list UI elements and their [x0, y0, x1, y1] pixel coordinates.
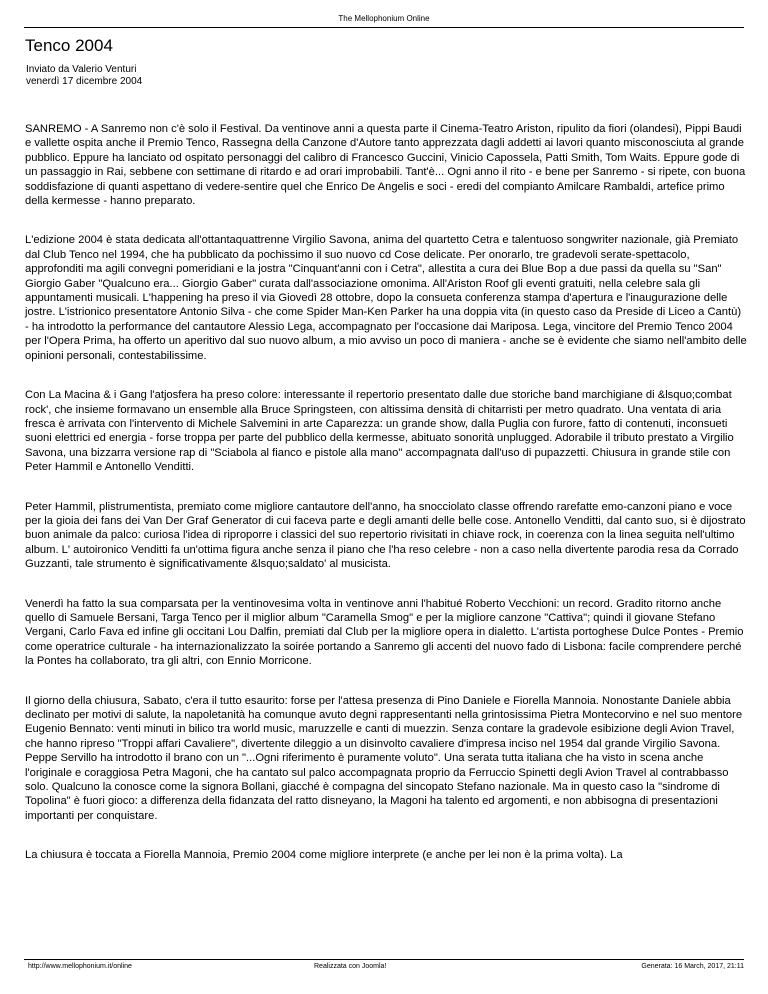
- paragraph: SANREMO - A Sanremo non c'è solo il Festival. Da ventinove anni a questa parte il Cinema-Teatro Ariston, ripulito da fiori (olandesi), Pippi Baudi e vallette ospita anche il Premio Tenco, Rassegna della Canzone d'Autore tanto apprezzata dagli addetti ai lavori quanto misconosciuta al grande pubblico. Eppure ha lanciato od ospitato personaggi del calibro di Francesco Guccini, Vinicio Capossela, Patti Smith, Tom Waits. Eppure gode di un passaggio in Rai, sebbene con settimane di ritardo e ad orari improbabili. Tant'è... Ogni anno il rito - e bene per Sanremo - si ripete, con buona soddisfazione di quanti aspettano di vedere-sentire quel che Enrico De Angelis e soci - eredi del compianto Amilcare Rambaldi, artefice primo della kermesse - hanno preparato.: [25, 123, 746, 208]
- article-title: Tenco 2004: [25, 36, 113, 55]
- page-footer: [24, 959, 744, 970]
- paragraph: Con La Macina & i Gang l'atjosfera ha preso colore: interessante il repertorio presentato dalle due storiche band marchigiane di &lsquo;combat rock', che insieme formavano un ensemble alla Bruce Springsteen, con altissima densità di chitarristi per metro quadrato. Una ventata di aria fresca è arrivata con l'intervento di Michele Salvemini in arte Caparezza: un grande show, dalla Puglia con furore, fatto di contenuti, inconsueti suoni elettrici ed energia - forse troppa per parte del pubblico della kermesse, abituato sonorità unplugged. Adorabile il tributo prestato a Virgilio Savona, una bizzarra versione rap di "Sciabola al fianco e pistole alla mano" accompagnata dall'uso di pupazzetti. Chiusura in grande stile con Peter Hammil e Antonello Venditti.: [25, 389, 734, 474]
- site-header: The Mellophonium Online: [338, 14, 430, 23]
- paragraph: La chiusura è toccata a Fiorella Mannoia, Premio 2004 come migliore interprete (e anche per lei non è la prima volta). La: [25, 849, 623, 862]
- article-meta: [25, 64, 142, 88]
- footer-generated-date: Generata: 16 March, 2017, 21:11: [641, 963, 744, 970]
- footer-credit: Realizzata con Joomla!: [314, 963, 387, 970]
- article-body: [25, 122, 747, 888]
- footer-url: http://www.mellophonium.it/online: [28, 963, 132, 970]
- paragraph: Peter Hammil, plistrumentista, premiato come migliore cantautore dell'anno, ha snocciolato classe offrendo rarefatte emo-canzoni piano e voce per la gioia dei fans dei Van Der Graf Generator di cui faceva parte e degli amanti delle belle cose. Antonello Venditti, dal canto suo, si è dijostrato buon animale da palco: curiosa l'idea di riproporre i classici del suo repertorio rivisitati in chiave rock, in coerenza con la linea seguita nell'ultimo album. L' autoironico Venditti fa un'ottima figura anche senza il piano che l'ha reso celebre - non a caso nella divertente parodia resa da Corrado Guzzanti, tale strumento è significativamente &lsquo;saldato' al musicista.: [25, 500, 746, 571]
- author-line: Inviato da Valerio Venturi: [26, 64, 137, 75]
- header-divider: [24, 27, 744, 28]
- paragraph: L'edizione 2004 è stata dedicata all'ottantaquattrenne Virgilio Savona, anima del quartetto Cetra e talentuoso songwriter nazionale, già Premiato dal Club Tenco nel 1994, che ha pubblicato da pochissimo il suo nuovo cd Cose delicate. Per onorarlo, tre gradevoli serate-spettacolo, approfonditi ma agili convegni pomeridiani e la jostra "Cinquant'anni con i Cetra", allestita a cura dei Blue Bop a due passi da quella su "San" Giorgio Gaber "Qualcuno era... Giorgio Gaber" curata dall'associazione omonima. All'Ariston Roof gli eventi gratuiti, nella celebre sala gli appuntamenti musicali. L'happening ha preso il via Giovedì 28 ottobre, dopo la consueta conferenza stampa d'apertura e l'inaugurazione delle jostre. L'istrionico presentatore Antonio Silva - che come Spider Man-Ken Parker ha una doppia vita (in questo caso da Preside di Liceo a Cantù) - ha introdotto la performance del cantautore Alessio Lega, accompagnato per l'occasione dai Mariposa. Lega, vincitore del Premio Tenco 2004 per l'Opera Prima, ha offerto un aperitivo dal suo nuovo album, a mio avviso un poco di maniera - anche se è evidente che siamo nell'ambito delle opinioni personali, contestabilissime.: [25, 234, 747, 362]
- paragraph: Venerdì ha fatto la sua comparsata per la ventinovesima volta in ventinove anni l'habitué Roberto Vecchioni: un record. Gradito ritorno anche quello di Samuele Bersani, Targa Tenco per il miglior album "Caramella Smog" e per la migliore canzone "Cattiva"; quindi il giovane Stefano Vergani, Carlo Fava ed infine gli occitani Lou Dalfin, premiati dal Club per la migliore opera in dialetto. L'artista portoghese Dulce Pontes - Premio come operatrice culturale - ha internazionalizzato la soirée portando a Sanremo gli accenti del nuovo fado di Lisbona: facile comprendere perché la Pontes ha collaborato, tra gli altri, con Ennio Morricone.: [25, 597, 744, 668]
- paragraph: Il giorno della chiusura, Sabato, c'era il tutto esaurito: forse per l'attesa presenza di Pino Daniele e Fiorella Mannoia. Nonostante Daniele abbia declinato per motivi di salute, la napoletanità ha comunque avuto degni rappresentanti nella grintosissima Pietra Montecorvino e nel suo mentore Eugenio Bennato: venti minuti in bilico tra world music, maruzzelle e canti di muezzin. Senza contare la gradevole esibizione degli Avion Travel, che hanno ripreso "Troppi affari Cavaliere", divertente dileggio a un disinvolto cavaliere d'impresa inciso nel 1954 dal grande Virgilio Savona. Peppe Servillo ha introdotto il brano con un "...Ogni riferimento è puramente voluto". Una serata tutta italiana che ha visto in scena anche l'originale e coraggiosa Petra Magoni, che ha cantato sul palco accompagnata proprio da Ferruccio Spinetti degli Avion Travel al contrabbasso solo. Qualcuno la conosce come la signora Bollani, giacché è compagna del sincopato Stefano nazionale. Ma in questo caso la "sindrome di Topolina" è fuori gioco: a differenza della fidanzata del ratto disneyano, la Magoni ha talento ed argomenti, e non abbisogna di presentazioni importanti per conquistare.: [25, 694, 743, 822]
- date-line: venerdì 17 dicembre 2004: [26, 76, 143, 87]
